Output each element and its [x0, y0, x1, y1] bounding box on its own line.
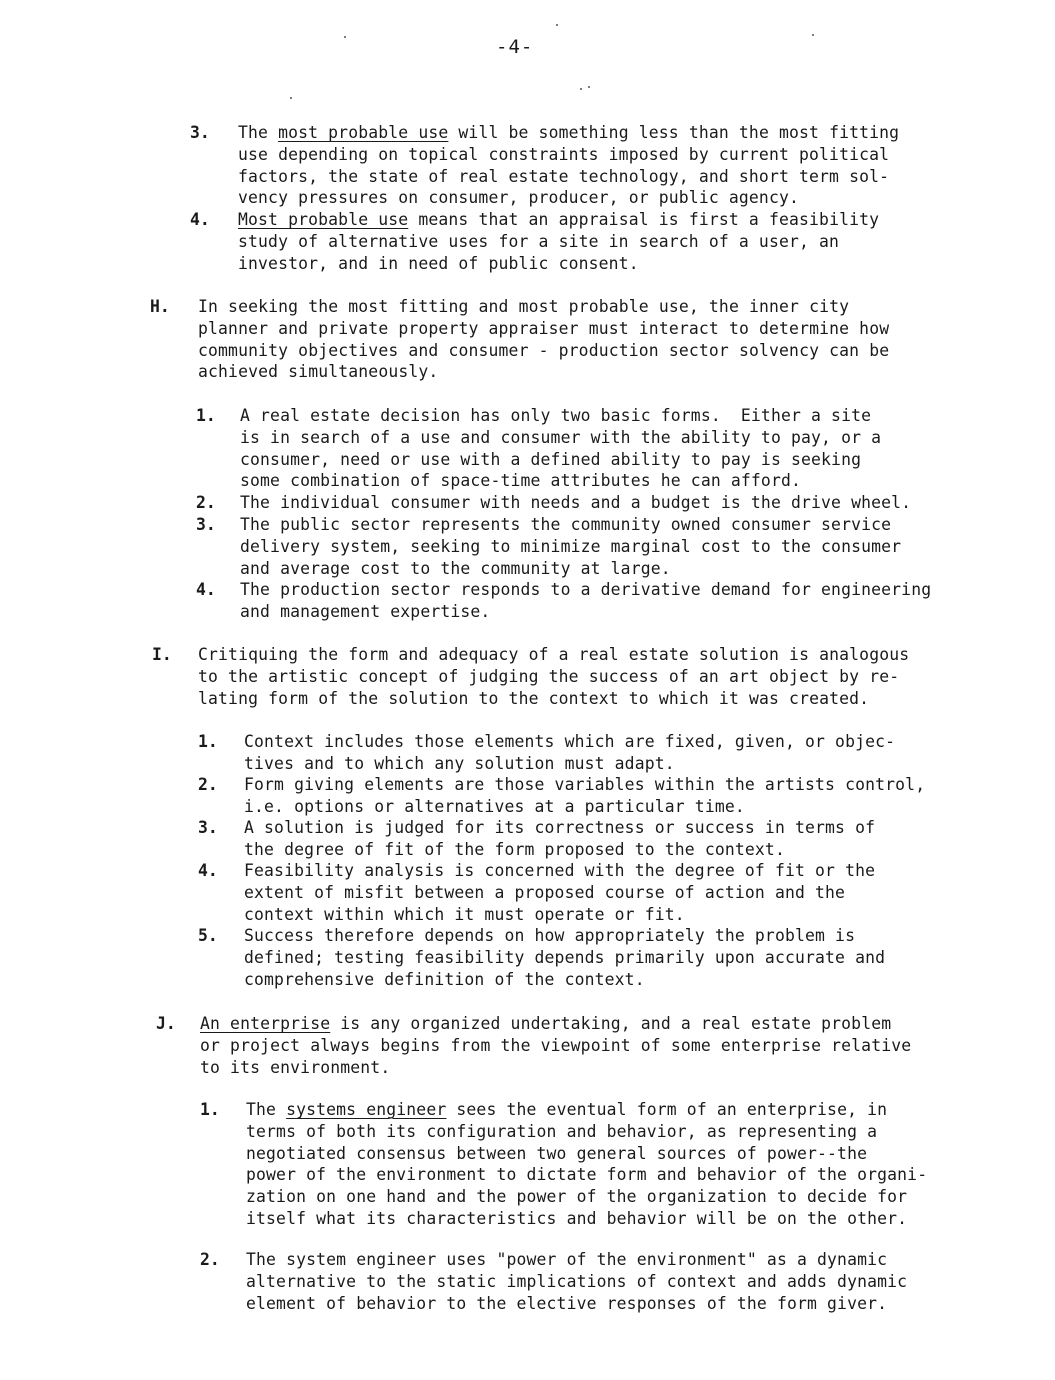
text-line: alternative to the static implications of context and adds dynamic — [246, 1271, 908, 1291]
text-line: Success therefore depends on how appropriately the problem is — [244, 926, 856, 945]
text-line: delivery system, seeking to minimize marginal cost to the consumer — [240, 536, 902, 556]
text-line: negotiated consensus between two general sources of power--the — [246, 1143, 868, 1163]
text-line: defined; testing feasibility depends primarily upon accurate and — [244, 947, 886, 967]
text-line: achieved simultaneously. — [198, 362, 439, 382]
text-line: The system engineer uses "power of the environment" as a dynamic — [246, 1250, 888, 1269]
text-line: The public sector represents the community owned consumer service — [240, 515, 892, 534]
section-h — [150, 296, 1030, 383]
text-line: itself what its characteristics and behavior will be on the other. — [246, 1208, 908, 1228]
section-j-item-1 — [200, 1099, 1040, 1230]
section-h-item-4 — [196, 579, 1036, 623]
text-line: Context includes those elements which are fixed, given, or objec- — [244, 732, 896, 751]
text-line: The systems engineer sees the eventual form of an enterprise, in — [246, 1100, 888, 1119]
item-marker: 1. — [196, 406, 216, 425]
text-line: consumer, need or use with a defined ability to pay is seeking — [240, 449, 862, 469]
item-marker: 3. — [190, 123, 210, 142]
item-marker: 3. — [196, 515, 216, 534]
text-line: lating form of the solution to the context to which it was created. — [198, 688, 870, 708]
scan-speck — [588, 86, 590, 88]
text-line: i.e. options or alternatives at a particular time. — [244, 796, 745, 816]
text-line: study of alternative uses for a site in search of a user, an — [238, 231, 840, 251]
item-marker: 4. — [190, 210, 210, 229]
scan-speck — [556, 24, 558, 26]
section-g-item-3 — [190, 122, 1030, 209]
text-line: The individual consumer with needs and a budget is the drive wheel. — [240, 493, 912, 512]
section-i — [152, 644, 1032, 709]
text-line: An enterprise is any organized undertaking, and a real estate problem — [200, 1014, 892, 1033]
text-line: terms of both its configuration and behavior, as representing a — [246, 1121, 878, 1141]
item-marker: 4. — [196, 580, 216, 599]
section-i-item-3 — [198, 817, 1038, 861]
section-j-item-2 — [200, 1249, 1040, 1314]
text-line: is in search of a use and consumer with the ability to pay, or a — [240, 427, 882, 447]
text-line: and management expertise. — [240, 601, 491, 621]
text-line: and average cost to the community at large. — [240, 558, 671, 578]
item-marker: 3. — [198, 818, 218, 837]
text-line: community objectives and consumer - production sector solvency can be — [198, 340, 890, 360]
section-h-item-1 — [196, 405, 1036, 492]
text-line: extent of misfit between a proposed course of action and the — [244, 882, 846, 902]
text-line: In seeking the most fitting and most probable use, the inner city — [198, 297, 850, 316]
text-line: The production sector responds to a derivative demand for engineering — [240, 580, 932, 599]
text-line: to the artistic concept of judging the success of an art object by re- — [198, 666, 900, 686]
underlined-term: An enterprise — [200, 1014, 331, 1033]
text-line: Most probable use means that an appraisal is first a feasibility — [238, 210, 880, 229]
text-line: A solution is judged for its correctness or success in terms of — [244, 818, 876, 837]
text-line: context within which it must operate or fit. — [244, 904, 685, 924]
text-line: planner and private property appraiser must interact to determine how — [198, 318, 890, 338]
item-marker: 2. — [196, 493, 216, 512]
text-line: power of the environment to dictate form and behavior of the organi- — [246, 1165, 928, 1185]
section-i-item-4 — [198, 860, 1038, 925]
scan-speck — [580, 88, 582, 90]
page-number: -4- — [496, 36, 534, 58]
text-line: element of behavior to the elective responses of the form giver. — [246, 1293, 888, 1313]
section-i-item-1 — [198, 731, 1038, 775]
text-line: some combination of space-time attributes he can afford. — [240, 471, 802, 491]
scan-speck — [290, 97, 292, 99]
underlined-term: Most probable use — [238, 210, 409, 229]
item-marker: 2. — [198, 775, 218, 794]
text-line: Critiquing the form and adequacy of a real estate solution is analogous — [198, 645, 910, 664]
text-line: vency pressures on consumer, producer, or public agency. — [238, 188, 800, 208]
scan-speck — [812, 34, 814, 36]
section-marker: I. — [152, 645, 172, 664]
text-line: the degree of fit of the form proposed to the context. — [244, 839, 785, 859]
item-marker: 5. — [198, 926, 218, 945]
section-j — [156, 1013, 1036, 1078]
section-h-item-2 — [196, 492, 1036, 514]
section-g-item-4 — [190, 209, 1030, 274]
text-line: A real estate decision has only two basic forms. Either a site — [240, 406, 872, 425]
underlined-term: systems engineer — [286, 1100, 447, 1119]
text-line: or project always begins from the viewpoint of some enterprise relative — [200, 1035, 912, 1055]
text-line: Feasibility analysis is concerned with the degree of fit or the — [244, 861, 876, 880]
text-line: factors, the state of real estate technology, and short term sol- — [238, 166, 890, 186]
underlined-term: most probable use — [278, 123, 449, 142]
text-line: comprehensive definition of the context. — [244, 969, 645, 989]
item-marker: 1. — [200, 1100, 220, 1119]
text-line: use depending on topical constraints imposed by current political — [238, 144, 890, 164]
section-marker: J. — [156, 1014, 176, 1033]
text-line: investor, and in need of public consent. — [238, 253, 639, 273]
section-i-item-5 — [198, 925, 1038, 990]
item-marker: 1. — [198, 732, 218, 751]
section-h-item-3 — [196, 514, 1036, 579]
text-line: tives and to which any solution must adapt. — [244, 753, 675, 773]
scan-speck — [344, 36, 346, 38]
text-line: Form giving elements are those variables within the artists control, — [244, 775, 926, 794]
item-marker: 4. — [198, 861, 218, 880]
text-line: zation on one hand and the power of the organization to decide for — [246, 1187, 908, 1207]
item-marker: 2. — [200, 1250, 220, 1269]
text-line: The most probable use will be something less than the most fitting — [238, 123, 900, 142]
section-marker: H. — [150, 297, 170, 316]
section-i-item-2 — [198, 774, 1038, 818]
text-line: to its environment. — [200, 1057, 391, 1077]
